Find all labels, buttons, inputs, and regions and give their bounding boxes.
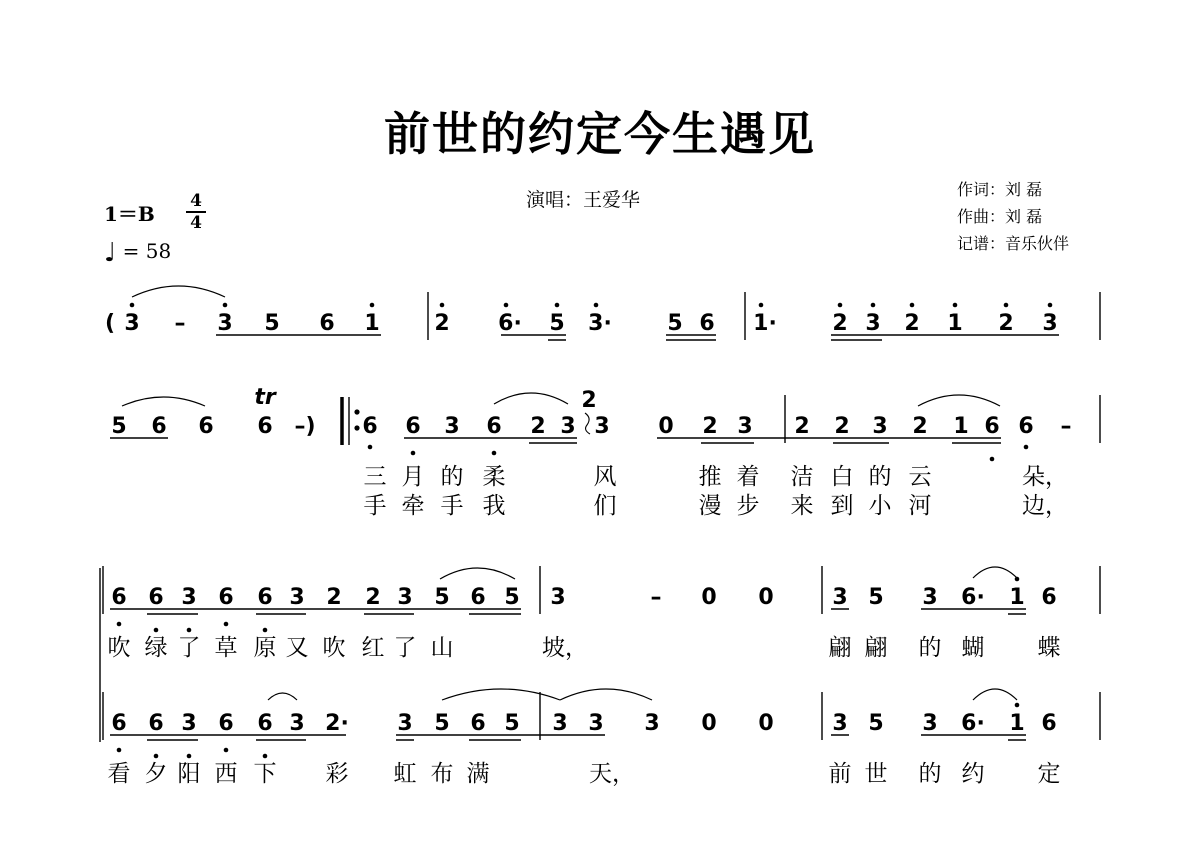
note-system2-14: 3 — [737, 414, 753, 439]
lyric-char: 手 — [440, 493, 464, 519]
octave-dot-high — [759, 303, 764, 308]
note-system3-13: – — [650, 585, 662, 610]
octave-dot-low — [411, 451, 416, 456]
octave-dot-high — [1048, 303, 1053, 308]
note-system1-12: 6 — [699, 311, 715, 336]
note-system2-18: 2 — [912, 414, 928, 439]
singer-credit: 演唱：王爱华 — [526, 189, 641, 211]
note-system3-16: 3 — [832, 585, 848, 610]
repeat-dot — [354, 409, 359, 414]
lyric-char: 前 — [828, 761, 852, 787]
note-system4-12: 3 — [588, 711, 604, 736]
note-system2-12: 0 — [658, 414, 674, 439]
octave-dot-low — [492, 451, 497, 456]
note-system2-17: 3 — [872, 414, 888, 439]
key-signature: 1＝B — [104, 202, 155, 226]
lyric-char: 世 — [864, 761, 888, 787]
note-system1-2: – — [174, 311, 186, 336]
note-system3-15: 0 — [758, 585, 774, 610]
slur-arc — [122, 397, 205, 406]
octave-dot-high — [594, 303, 599, 308]
note-system4-9: 6 — [470, 711, 486, 736]
lyric-char: 三 — [363, 464, 387, 490]
lyric-char: 西 — [214, 761, 238, 787]
octave-dot-low — [263, 754, 268, 759]
lyric-char: 蝶 — [1037, 635, 1061, 661]
lyric-char: 的 — [918, 761, 942, 787]
lyric-char: 绿 — [144, 635, 168, 661]
lyric-char: 看 — [107, 761, 131, 787]
note-system4-0: 6 — [111, 711, 127, 736]
note-system2-9: 2 — [530, 414, 546, 439]
note-system2-13: 2 — [702, 414, 718, 439]
lyric-char: 洁 — [790, 464, 814, 490]
note-system4-8: 5 — [434, 711, 450, 736]
lyric-char: 满 — [466, 761, 490, 787]
octave-dot-low — [224, 622, 229, 627]
lyric-char: 来 — [790, 493, 814, 519]
note-system2-15: 2 — [794, 414, 810, 439]
lyric-char: 彩 — [325, 761, 349, 787]
lyric-char: 蝴 — [961, 635, 985, 661]
note-system4-6: 2· — [325, 711, 349, 736]
octave-dot-high — [504, 303, 509, 308]
lyric-char: 天， — [589, 761, 635, 787]
note-system3-6: 2 — [326, 585, 342, 610]
note-system1-10: 3· — [588, 311, 612, 336]
note-system3-10: 6 — [470, 585, 486, 610]
lyric-char: 月 — [401, 464, 425, 490]
note-system2-6: 6 — [405, 414, 421, 439]
tempo-value: = 58 — [122, 239, 172, 263]
note-system4-4: 6 — [257, 711, 273, 736]
note-system3-2: 3 — [181, 585, 197, 610]
note-system2-3: 6 — [257, 414, 273, 439]
octave-dot-high — [838, 303, 843, 308]
octave-dot-low — [187, 628, 192, 633]
lyric-char: 定 — [1037, 761, 1061, 787]
note-system2-21: 6 — [1018, 414, 1034, 439]
octave-dot-low — [117, 622, 122, 627]
lyric-char: 步 — [736, 493, 760, 519]
note-system4-17: 5 — [868, 711, 884, 736]
octave-dot-high — [953, 303, 958, 308]
octave-dot-high — [440, 303, 445, 308]
lyric-char: 到 — [830, 493, 854, 519]
grace-note: 2 — [581, 388, 597, 413]
note-system3-1: 6 — [148, 585, 164, 610]
lyric-char: 了 — [393, 635, 417, 661]
octave-dot-high — [1015, 703, 1020, 708]
octave-dot-low — [224, 748, 229, 753]
note-system4-14: 0 — [701, 711, 717, 736]
note-system2-22: – — [1060, 414, 1072, 439]
lyric-char: 又 — [285, 635, 309, 661]
note-system1-5: 6 — [319, 311, 335, 336]
note-system4-2: 3 — [181, 711, 197, 736]
lyric-char: 风 — [593, 464, 617, 490]
octave-dot-low — [368, 445, 373, 450]
lyric-char: 小 — [868, 493, 892, 519]
slur-arc — [440, 568, 515, 579]
note-system3-18: 3 — [922, 585, 938, 610]
lyric-char: 手 — [363, 493, 387, 519]
note-system3-17: 5 — [868, 585, 884, 610]
note-system1-9: 5 — [549, 311, 565, 336]
lyric-char: 红 — [361, 635, 385, 661]
octave-dot-high — [130, 303, 135, 308]
note-system3-11: 5 — [504, 585, 520, 610]
octave-dot-high — [910, 303, 915, 308]
lyric-char: 下 — [253, 761, 277, 787]
lyric-char: 的 — [918, 635, 942, 661]
note-system4-20: 1 — [1009, 711, 1025, 736]
note-system2-19: 1 — [953, 414, 969, 439]
lyric-char: 的 — [440, 464, 464, 490]
note-system1-8: 6· — [498, 311, 522, 336]
note-system1-1: 3 — [124, 311, 140, 336]
lyric-char: 原 — [253, 635, 277, 661]
note-system3-19: 6· — [961, 585, 985, 610]
note-system3-4: 6 — [257, 585, 273, 610]
lyric-char: 柔 — [482, 464, 506, 490]
octave-dot-low — [990, 457, 995, 462]
note-system2-16: 2 — [834, 414, 850, 439]
slur-arc — [918, 395, 1000, 406]
note-system4-1: 6 — [148, 711, 164, 736]
slur-arc — [973, 689, 1017, 700]
lyric-char: 推 — [698, 464, 722, 490]
lyric-char: 边， — [1022, 493, 1068, 519]
slur-arc — [442, 689, 560, 700]
note-system1-19: 3 — [1042, 311, 1058, 336]
note-system3-7: 2 — [365, 585, 381, 610]
lyric-char: 河 — [908, 493, 932, 519]
octave-dot-high — [370, 303, 375, 308]
note-system1-7: 2 — [434, 311, 450, 336]
note-system4-10: 5 — [504, 711, 520, 736]
lyric-char: 约 — [961, 761, 985, 787]
note-system2-8: 6 — [486, 414, 502, 439]
note-system4-7: 3 — [397, 711, 413, 736]
repeat-dot — [354, 425, 359, 430]
note-system1-3: 3 — [217, 311, 233, 336]
slur-arc — [268, 693, 297, 700]
lyricist-credit: 作词：刘 磊 — [957, 180, 1043, 199]
composer-credit: 作曲：刘 磊 — [957, 207, 1043, 226]
note-system2-20: 6 — [984, 414, 1000, 439]
note-system3-9: 5 — [434, 585, 450, 610]
note-system2-2: 6 — [198, 414, 214, 439]
grace-tilde — [585, 413, 590, 434]
lyric-char: 草 — [214, 635, 238, 661]
lyric-char: 翩 — [864, 635, 888, 661]
octave-dot-low — [263, 628, 268, 633]
octave-dot-low — [117, 748, 122, 753]
note-system1-15: 3 — [865, 311, 881, 336]
song-title: 前世的约定今生遇见 — [384, 107, 816, 161]
note-system2-5: 6 — [362, 414, 378, 439]
lyric-char: 云 — [908, 464, 932, 490]
quarter-note-icon: ♩ — [104, 238, 117, 268]
note-system2-4: –) — [294, 414, 316, 439]
octave-dot-low — [154, 754, 159, 759]
note-system3-20: 1 — [1009, 585, 1025, 610]
note-system4-13: 3 — [644, 711, 660, 736]
lyric-char: 阳 — [177, 761, 201, 787]
octave-dot-high — [1004, 303, 1009, 308]
lyric-char: 山 — [430, 635, 454, 661]
lyric-char: 布 — [430, 761, 454, 787]
note-system3-21: 6 — [1041, 585, 1057, 610]
note-system4-16: 3 — [832, 711, 848, 736]
lyric-char: 漫 — [698, 493, 722, 519]
note-system3-0: 6 — [111, 585, 127, 610]
lyric-char: 们 — [593, 493, 617, 519]
lyric-char: 夕 — [144, 761, 168, 787]
octave-dot-high — [871, 303, 876, 308]
note-system1-16: 2 — [904, 311, 920, 336]
octave-dot-low — [1024, 445, 1029, 450]
lyric-char: 翩 — [828, 635, 852, 661]
octave-dot-high — [555, 303, 560, 308]
trill-marking: tr — [254, 385, 276, 410]
time-signature-bottom: 4 — [190, 213, 202, 233]
lyric-char: 着 — [736, 464, 760, 490]
note-system2-11: 3 — [594, 414, 610, 439]
note-system1-11: 5 — [667, 311, 683, 336]
note-system1-18: 2 — [998, 311, 1014, 336]
slur-arc — [132, 286, 225, 297]
lyric-char: 朵， — [1022, 464, 1068, 490]
note-system3-14: 0 — [701, 585, 717, 610]
note-system3-5: 3 — [289, 585, 305, 610]
note-system1-4: 5 — [264, 311, 280, 336]
note-system3-8: 3 — [397, 585, 413, 610]
octave-dot-high — [223, 303, 228, 308]
note-system4-18: 3 — [922, 711, 938, 736]
lyric-char: 吹 — [322, 635, 346, 661]
lyric-char: 吹 — [107, 635, 131, 661]
note-system1-6: 1 — [364, 311, 380, 336]
note-system1-14: 2 — [832, 311, 848, 336]
octave-dot-low — [154, 628, 159, 633]
slur-arc — [560, 689, 652, 700]
note-system2-1: 6 — [151, 414, 167, 439]
transcriber-credit: 记谱：音乐伙伴 — [957, 234, 1070, 253]
lyric-char: 虹 — [393, 761, 417, 787]
slur-arc — [494, 393, 568, 404]
note-system1-17: 1 — [947, 311, 963, 336]
note-system2-10: 3 — [560, 414, 576, 439]
note-system3-3: 6 — [218, 585, 234, 610]
note-system4-21: 6 — [1041, 711, 1057, 736]
note-system1-13: 1· — [753, 311, 777, 336]
time-signature-top: 4 — [190, 191, 202, 211]
lyric-char: 了 — [177, 635, 201, 661]
note-system1-0: ( — [104, 311, 116, 336]
octave-dot-low — [187, 754, 192, 759]
lyric-char: 我 — [482, 493, 506, 519]
note-system4-3: 6 — [218, 711, 234, 736]
note-system4-15: 0 — [758, 711, 774, 736]
slur-arc — [973, 567, 1017, 578]
lyric-char: 白 — [830, 464, 854, 490]
note-system4-19: 6· — [961, 711, 985, 736]
lyric-char: 的 — [868, 464, 892, 490]
note-system4-5: 3 — [289, 711, 305, 736]
note-system4-11: 3 — [552, 711, 568, 736]
lyric-char: 坡， — [542, 635, 588, 661]
note-system3-12: 3 — [550, 585, 566, 610]
note-system2-0: 5 — [111, 414, 127, 439]
note-system2-7: 3 — [444, 414, 460, 439]
lyric-char: 牵 — [401, 493, 425, 519]
